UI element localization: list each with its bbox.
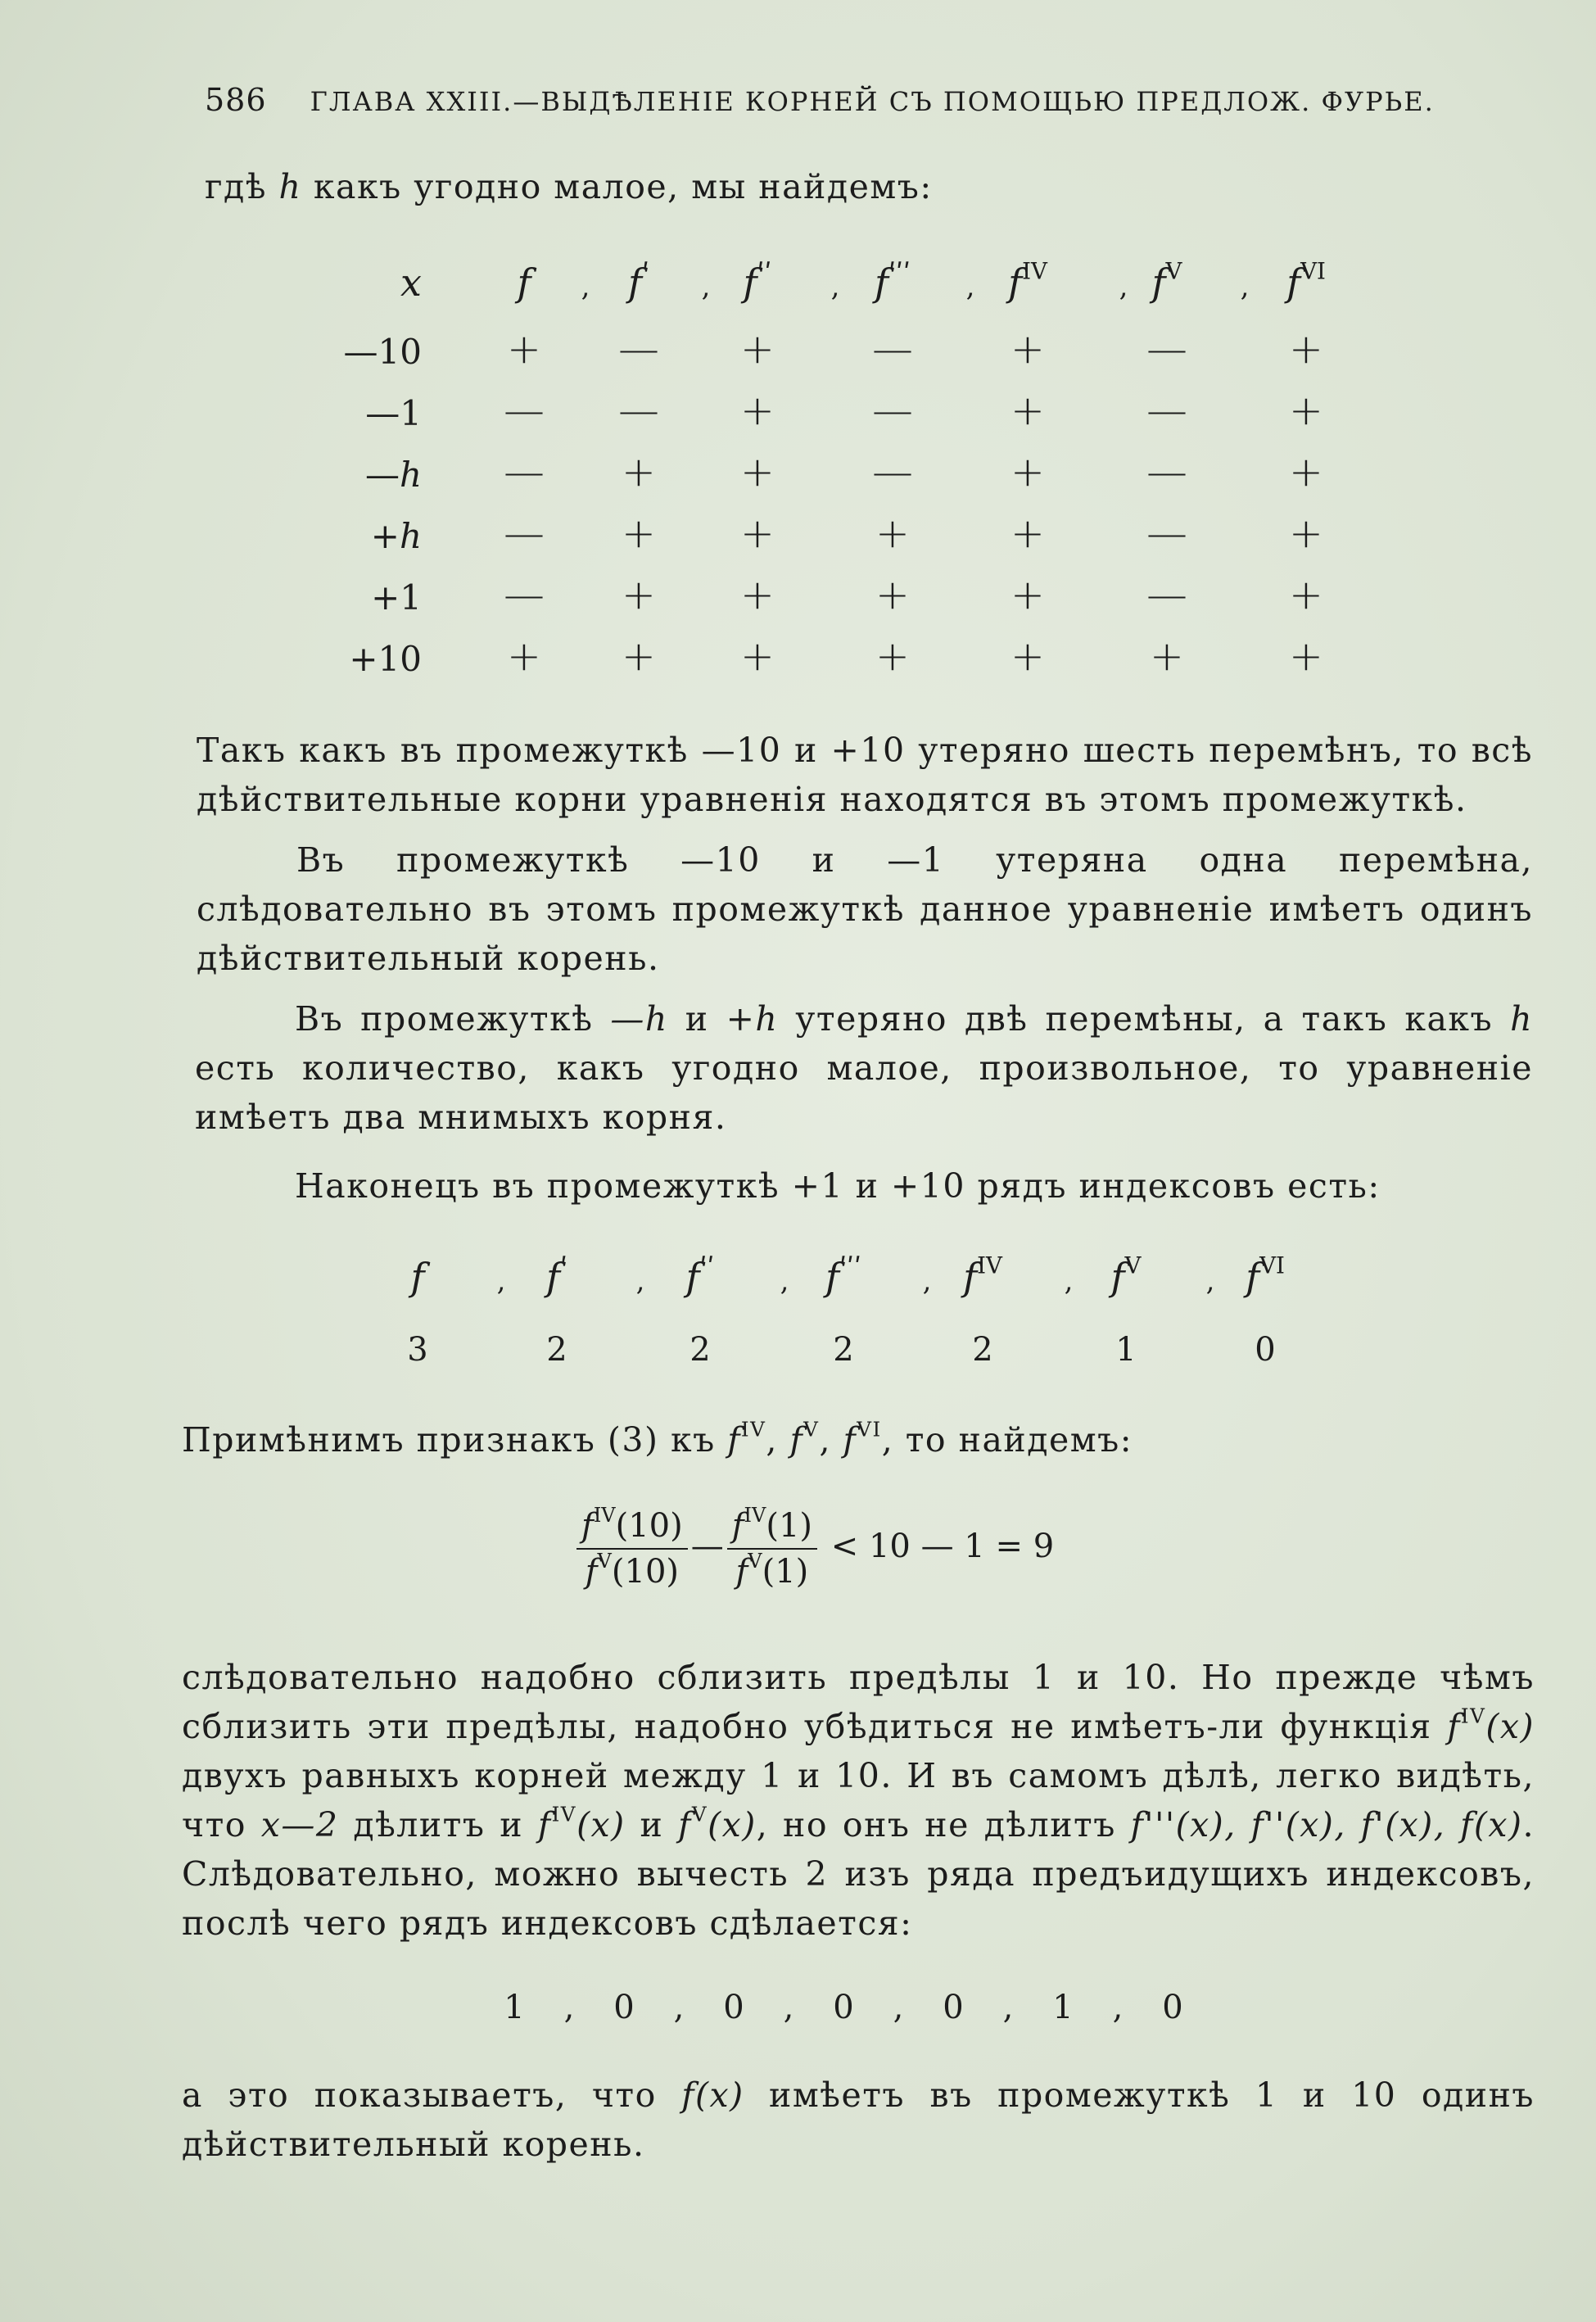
t1-col-header: f — [517, 260, 531, 305]
t2-col-header: $f^ʹ$ — [546, 1252, 567, 1299]
table-sign-cell: + — [1010, 387, 1045, 434]
table-sign-cell: + — [740, 632, 775, 680]
table-sign-cell: — — [618, 325, 659, 373]
table-sign-cell: — — [618, 387, 659, 434]
p3-text-a: Въ промежуткѣ — [295, 999, 611, 1039]
t2-col-separator: , — [1064, 1265, 1074, 1297]
index-value: 3 — [407, 1331, 428, 1369]
sequence-separator: , — [893, 1989, 904, 2026]
t1-col-separator: , — [1240, 270, 1250, 303]
t1-col-separator: , — [830, 270, 840, 303]
t2-col-separator: , — [922, 1265, 932, 1297]
t2-col-separator: , — [635, 1265, 645, 1297]
sequence-value: 0 — [833, 1989, 854, 2026]
p6-text-7: . Слѣдовательно, можно вычесть 2 изъ ряда предъидущихъ индексовъ, послѣ чего рядъ индексовъ сдѣлается: — [182, 1805, 1535, 1943]
frac1-num-arg: (10) — [615, 1507, 683, 1545]
table-sign-cell: + — [622, 509, 656, 557]
table-sign-cell: + — [1010, 325, 1045, 373]
f-iv-ref: $f^{IV}$ — [727, 1417, 766, 1460]
table-sign-cell: + — [1289, 448, 1323, 496]
p3-h: h — [1510, 999, 1533, 1039]
table-sign-cell: + — [1010, 448, 1045, 496]
table-sign-cell: + — [507, 325, 541, 373]
p3-minus-h: —h — [610, 999, 668, 1039]
t2-col-header: $f^{IV}$ — [963, 1252, 1002, 1299]
paragraph-7 — [182, 2071, 1535, 2169]
sequence-value: 1 — [1052, 1989, 1074, 2026]
table-sign-cell: + — [875, 571, 910, 618]
formula-rhs: < 10 — 1 = 9 — [830, 1528, 1055, 1565]
t1-col-header: $f^{ʹʹ}$ — [743, 257, 772, 305]
sequence-separator: , — [673, 1989, 685, 2026]
table-sign-cell: — — [1146, 387, 1187, 434]
table-sign-cell: + — [875, 632, 910, 680]
table-sign-cell: + — [1289, 571, 1323, 618]
paragraph-4: Наконецъ въ промежуткѣ +1 и +10 рядъ индексовъ есть: — [295, 1166, 1381, 1206]
sequence-separator: , — [783, 1989, 794, 2026]
table-sign-cell: + — [1289, 509, 1323, 557]
table-sign-cell: + — [740, 571, 775, 618]
p5-text-b: , то найдемъ: — [881, 1420, 1133, 1460]
intro-text-b: какъ угодно малое, мы найдемъ: — [301, 167, 933, 206]
table-sign-cell: — — [504, 571, 545, 618]
paragraph-6 — [182, 1653, 1535, 1948]
t1-col-header: $f^V$ — [1151, 257, 1182, 305]
p6-text-4: дѣлитъ и — [338, 1805, 538, 1844]
index-value: 2 — [833, 1331, 854, 1369]
table-sign-cell: — — [872, 448, 913, 496]
inequality-formula: $\frac{f^{IV}(10)}{f^V(10)}$ — $\frac{f^{IV}(1)}{f^V(1)}$ < 10 — 1 = 9 — [573, 1507, 1054, 1591]
table-sign-cell: — — [504, 448, 545, 496]
chapter-title: ГЛАВА XXIII.—ВЫДѢЛЕНІЕ КОРНЕЙ СЪ ПОМОЩЬЮ ПРЕДЛОЖ. ФУРЬЕ. — [310, 86, 1435, 117]
table-sign-cell: + — [1289, 325, 1323, 373]
table-sign-cell: — — [504, 387, 545, 434]
table-sign-cell: + — [622, 448, 656, 496]
table-sign-cell: — — [504, 509, 545, 557]
table-row-x-value: +10 — [349, 639, 422, 679]
sequence-value: 0 — [943, 1989, 964, 2026]
p3-text-c: утеряно двѣ перемѣны, а такъ какъ — [778, 999, 1511, 1039]
table-sign-cell: — — [1146, 448, 1187, 496]
p6-text-1: слѣдовательно надобно сблизить предѣлы 1 и 10. Но прежде чѣмъ сблизить эти предѣлы, надобно убѣдиться не имѣетъ-ли функція — [182, 1658, 1535, 1746]
frac2-num-arg: (1) — [766, 1507, 813, 1545]
p7-fx: f(x) — [681, 2075, 744, 2115]
index-value: 2 — [972, 1331, 993, 1369]
t2-col-header: f — [410, 1255, 425, 1299]
t2-col-header: $f^{ʹʹ}$ — [685, 1252, 715, 1299]
paragraph-5: Примѣнимъ признакъ (3) къ $f^{IV}$, $f^V$, $f^{VI}$, то найдемъ: — [182, 1417, 1133, 1460]
t2-col-header: $f^{ʹʹʹ}$ — [825, 1252, 861, 1299]
t1-col-header: $f^{VI}$ — [1286, 257, 1326, 305]
table-sign-cell: + — [507, 632, 541, 680]
table-sign-cell: + — [622, 571, 656, 618]
t1-col-separator: , — [701, 270, 711, 303]
table-x-header: x — [400, 260, 422, 305]
t1-col-header: $f^ʹ$ — [628, 257, 649, 305]
index-value: 0 — [1255, 1331, 1276, 1369]
table-row-x-value: —h — [364, 455, 422, 495]
sequence-value: 0 — [613, 1989, 635, 2026]
t2-col-header: $f^V$ — [1110, 1252, 1142, 1299]
p3-text-d: есть количество, какъ угодно малое, произвольное, то уравненіе имѣетъ два мнимыхъ корня. — [195, 1048, 1533, 1137]
table-sign-cell: + — [1010, 632, 1045, 680]
p6-text-5: и — [625, 1805, 679, 1844]
table-sign-cell: — — [1146, 325, 1187, 373]
p3-plus-h: +h — [726, 999, 779, 1039]
table-sign-cell: + — [622, 632, 656, 680]
p5-text-a: Примѣнимъ признакъ (3) къ — [182, 1420, 728, 1460]
table-sign-cell: — — [872, 325, 913, 373]
table-sign-cell: + — [740, 448, 775, 496]
t2-col-separator: , — [1205, 1265, 1215, 1297]
intro-text-a: гдѣ — [205, 167, 279, 206]
f-vi-ref: $f^{VI}$ — [843, 1417, 882, 1460]
index-value: 2 — [546, 1331, 567, 1369]
table-row-x-value: —10 — [343, 332, 422, 372]
p7-text-b: имѣетъ въ промежуткѣ 1 и 10 одинъ дѣйствительный корень. — [182, 2075, 1535, 2164]
fraction-2: $\frac{f^{IV}(1)}{f^V(1)}$ — [727, 1507, 817, 1591]
table-row-x-value: +h — [370, 516, 422, 556]
frac1-den-arg: (10) — [611, 1553, 679, 1591]
table-sign-cell: — — [872, 387, 913, 434]
intro-var-h: h — [278, 167, 302, 206]
table-sign-cell: + — [1010, 571, 1045, 618]
table-sign-cell: + — [1010, 509, 1045, 557]
table-sign-cell: + — [1150, 632, 1184, 680]
running-header — [205, 82, 1433, 118]
p6-divisor: x—2 — [260, 1805, 339, 1844]
f-v-ref: $f^V$ — [789, 1417, 820, 1460]
sequence-separator: , — [1112, 1989, 1124, 2026]
table-row-x-value: +1 — [371, 577, 422, 618]
f-iv-x-2: $f^{IV}(x)$ — [537, 1802, 626, 1844]
table-sign-cell: + — [740, 325, 775, 373]
t1-col-separator: , — [581, 270, 590, 303]
p7-text-a: а это показываетъ, что — [182, 2075, 682, 2115]
table-sign-cell: — — [1146, 571, 1187, 618]
table-sign-cell: + — [1289, 632, 1323, 680]
t2-col-separator: , — [496, 1265, 506, 1297]
sequence-separator: , — [563, 1989, 575, 2026]
intro-line — [205, 162, 1515, 211]
t2-col-header: $f^{VI}$ — [1246, 1252, 1285, 1299]
t1-col-header: $f^{ʹʹʹ}$ — [875, 257, 911, 305]
sequence-value: 1 — [504, 1989, 525, 2026]
p6-text-2: двухъ равныхъ корней между 1 и 10. И въ самомъ дѣлѣ, легко видѣть, что — [182, 1756, 1535, 1844]
f-list: f'''(x), f''(x), f'(x), f(x) — [1130, 1805, 1523, 1844]
t1-col-separator: , — [1119, 270, 1128, 303]
table-row-x-value: —1 — [365, 393, 422, 433]
sequence-value: 0 — [723, 1989, 744, 2026]
index-value: 1 — [1115, 1331, 1137, 1369]
table-sign-cell: + — [740, 509, 775, 557]
fraction-1: $\frac{f^{IV}(10)}{f^V(10)}$ — [576, 1507, 688, 1591]
page-number: 586 — [205, 82, 267, 118]
t1-col-header: $f^{IV}$ — [1008, 257, 1047, 305]
f-v-x: $f^V(x)$ — [678, 1802, 757, 1844]
sequence-separator: , — [1002, 1989, 1014, 2026]
table-sign-cell: — — [1146, 509, 1187, 557]
sequence-value: 0 — [1162, 1989, 1183, 2026]
paragraph-2: Въ промежуткѣ —10 и —1 утеряна одна перемѣна, слѣдовательно въ этомъ промежуткѣ данное уравненіе имѣетъ одинъ дѣйствительный корень. — [197, 840, 1533, 978]
table-sign-cell: + — [740, 387, 775, 434]
p3-text-b: и — [667, 999, 726, 1039]
frac2-den-arg: (1) — [762, 1553, 809, 1591]
t1-col-separator: , — [965, 270, 975, 303]
index-value: 2 — [689, 1331, 711, 1369]
p6-text-6: , но онъ не дѣлитъ — [756, 1805, 1131, 1844]
table-sign-cell: + — [875, 509, 910, 557]
t2-col-separator: , — [780, 1265, 789, 1297]
f-iv-x: $f^{IV}(x)$ — [1447, 1704, 1535, 1746]
paragraph-1: Такъ какъ въ промежуткѣ —10 и +10 утеряно шесть перемѣнъ, то всѣ дѣйствительные корни уравненія находятся въ этомъ промежуткѣ. — [197, 731, 1533, 819]
table-sign-cell: + — [1289, 387, 1323, 434]
paragraph-3 — [195, 994, 1533, 1142]
